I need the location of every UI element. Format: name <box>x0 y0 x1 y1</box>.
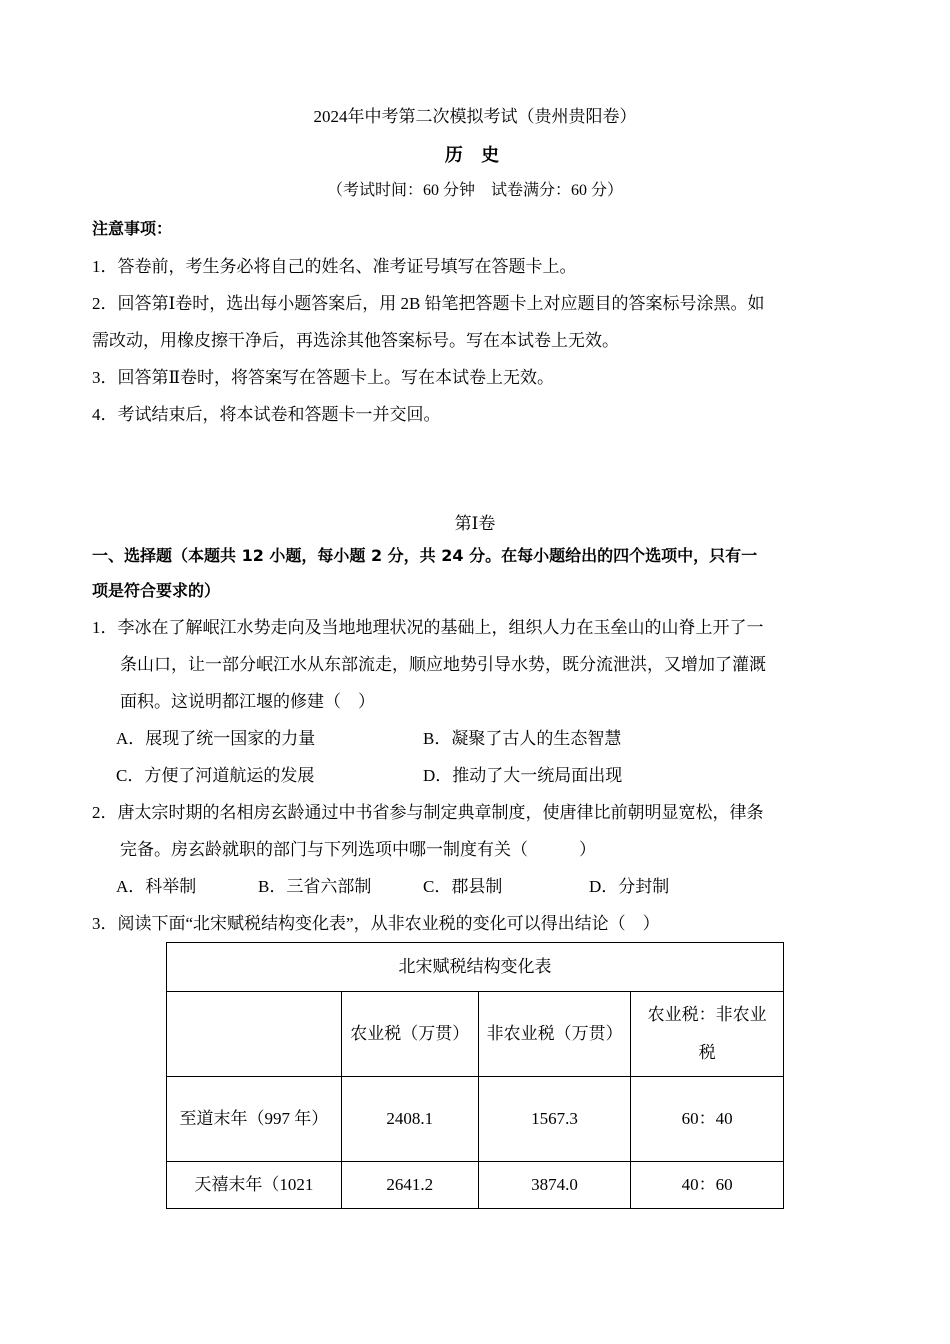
exam-title: 2024年中考第二次模拟考试（贵州贵阳卷） <box>313 107 637 126</box>
table-header-row <box>167 992 784 1077</box>
tax-structure-table <box>166 942 784 1209</box>
question-2-option-a[interactable]: A．科举制 <box>116 877 197 896</box>
table-row <box>167 1077 784 1162</box>
row-agri-value: 2408.1 <box>341 1077 478 1162</box>
header-agri-tax: 农业税（万贯） <box>341 992 478 1077</box>
row-ratio-value: 60：40 <box>631 1077 784 1162</box>
notice-item: 3．回答第Ⅱ卷时，将答案写在答题卡上。写在本试卷上无效。 <box>92 368 555 387</box>
volume-title: 第Ⅰ卷 <box>454 514 496 533</box>
question-2-option-b[interactable]: B．三省六部制 <box>258 877 372 896</box>
row-period: 天禧末年（1021 <box>167 1162 342 1209</box>
question-1-text-cont: 条山口，让一部分岷江水从东部流走，顺应地势引导水势，既分流泄洪，又增加了灌溉 <box>120 655 766 674</box>
row-nonagri-value: 3874.0 <box>478 1162 631 1209</box>
question-1-option-a[interactable]: A．展现了统一国家的力量 <box>116 729 316 748</box>
question-2-option-c[interactable]: C．郡县制 <box>423 877 503 896</box>
header-ratio: 农业税：非农业税 <box>631 992 784 1077</box>
question-1-option-c[interactable]: C．方便了河道航运的发展 <box>116 766 315 785</box>
question-1-text: 1．李冰在了解岷江水势走向及当地地理状况的基础上，组织人力在玉垒山的山脊上开了一 <box>92 618 764 637</box>
row-ratio-value: 40：60 <box>631 1162 784 1209</box>
question-1-text-cont: 面积。这说明都江堰的修建（ ） <box>120 692 375 711</box>
notice-heading: 注意事项： <box>92 219 173 238</box>
question-2-text-cont: 完备。房玄龄就职的部门与下列选项中哪一制度有关（ ） <box>120 840 596 859</box>
table-caption: 北宋赋税结构变化表 <box>167 943 784 992</box>
notice-item: 2．回答第Ⅰ卷时，选出每小题答案后，用 2B 铅笔把答题卡上对应题目的答案标号涂黑。如 <box>92 294 765 313</box>
row-period: 至道末年（997 年） <box>167 1077 342 1162</box>
question-2-text: 2．唐太宗时期的名相房玄龄通过中书省参与制定典章制度，使唐律比前朝明显宽松，律条 <box>92 803 764 822</box>
notice-item: 1．答卷前，考生务必将自己的姓名、准考证号填写在答题卡上。 <box>92 257 577 276</box>
section-heading-cont: 项是符合要求的） <box>92 581 221 600</box>
notice-item: 4．考试结束后，将本试卷和答题卡一并交回。 <box>92 405 441 424</box>
header-nonagri-tax: 非农业税（万贯） <box>478 992 631 1077</box>
notice-item: 需改动，用橡皮擦干净后，再选涂其他答案标号。写在本试卷上无效。 <box>92 331 619 350</box>
table-row <box>167 1162 784 1209</box>
table-caption-row <box>167 943 784 992</box>
row-agri-value: 2641.2 <box>341 1162 478 1209</box>
question-1-option-b[interactable]: B．凝聚了古人的生态智慧 <box>423 729 622 748</box>
section-heading: 一、选择题（本题共 12 小题，每小题 2 分，共 24 分。在每小题给出的四个选项中，只有一 <box>92 546 758 565</box>
exam-info: （考试时间：60 分钟 试卷满分：60 分） <box>326 182 623 199</box>
question-1-option-d[interactable]: D．推动了大一统局面出现 <box>423 766 623 785</box>
question-3-text: 3．阅读下面“北宋赋税结构变化表”，从非农业税的变化可以得出结论（ ） <box>92 914 660 933</box>
question-2-option-d[interactable]: D．分封制 <box>589 877 670 896</box>
subject-title: 历 史 <box>444 145 506 166</box>
row-nonagri-value: 1567.3 <box>478 1077 631 1162</box>
header-blank <box>167 992 342 1077</box>
